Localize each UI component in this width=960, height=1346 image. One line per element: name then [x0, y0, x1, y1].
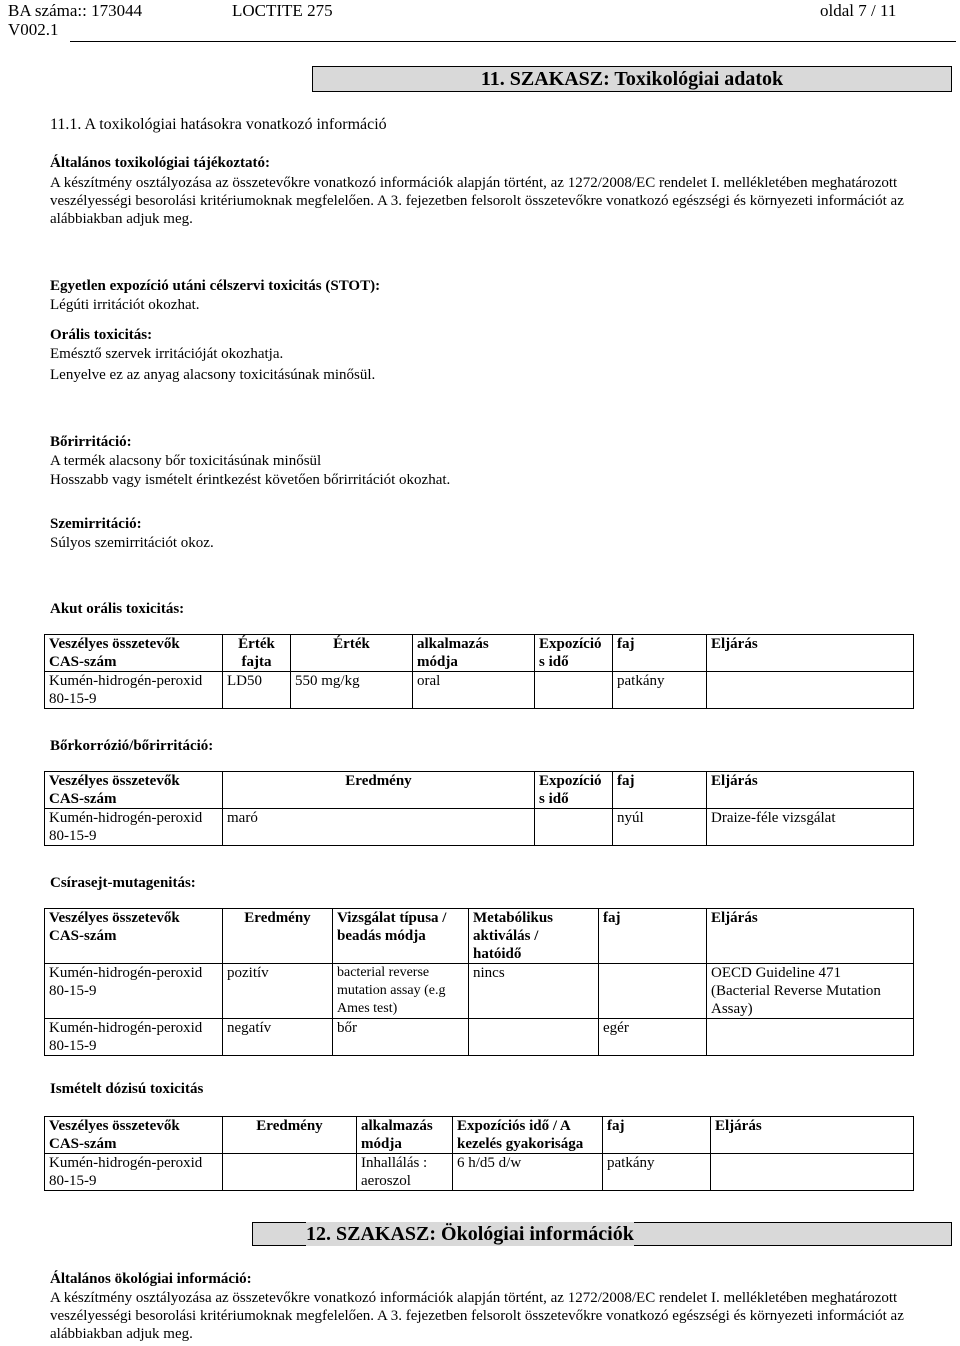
table-cell: oral: [413, 672, 535, 709]
table-cell: LD50: [223, 672, 291, 709]
table-cell: [535, 672, 613, 709]
acute-oral-table: [44, 634, 914, 709]
table-row: [45, 1019, 914, 1056]
header-version: V002.1: [8, 20, 59, 39]
header-cell: Veszélyes összetevők CAS-szám: [45, 909, 223, 964]
table-cell: Kumén-hidrogén-peroxid 80-15-9: [45, 1019, 223, 1056]
header-cell: Eljárás: [711, 1117, 914, 1154]
header-cell: Eredmény: [223, 1117, 357, 1154]
table-cell: patkány: [603, 1154, 711, 1191]
header-cell: Expozíciós idő / A kezelés gyakorisága: [453, 1117, 603, 1154]
skin-corrosion-label: Bőrkorrózió/bőrirritáció:: [50, 738, 214, 754]
header-cell: Eljárás: [707, 635, 914, 672]
header-cell: faj: [603, 1117, 711, 1154]
table-cell: [223, 1154, 357, 1191]
header-cell: Metabólikus aktiválás / hatóidő: [469, 909, 599, 964]
section-12-title: 12. SZAKASZ: Ökológiai információk: [306, 1223, 634, 1245]
header-cell: faj: [613, 635, 707, 672]
eye-irritation-label: Szemirritáció:: [50, 516, 142, 532]
table-row: [45, 672, 914, 709]
header-cell: alkalmazás módja: [413, 635, 535, 672]
table-cell: nincs: [469, 964, 599, 1019]
header-cell: Vizsgálat típusa / beadás módja: [333, 909, 469, 964]
table-cell: Inhallálás : aeroszol: [357, 1154, 453, 1191]
table-cell: Kumén-hidrogén-peroxid 80-15-9: [45, 964, 223, 1019]
table-cell: bacterial reverse mutation assay (e.g Ames test): [333, 964, 469, 1019]
table-cell: pozitív: [223, 964, 333, 1019]
table-cell: Kumén-hidrogén-peroxid 80-15-9: [45, 1154, 223, 1191]
section-11-title: 11. SZAKASZ: Toxikológiai adatok: [312, 66, 952, 92]
table-cell: 6 h/d5 d/w: [453, 1154, 603, 1191]
general-tox-text: A készítmény osztályozása az összetevőkre vonatkozó információk alapján történt, az 1272/2008/EC rendelet I. mellékletében meghatározott veszélyességi besorolási kritériumoknak megfelelően. A 3. fejezetben felsorolt összetevőkre vonatkozó egészségi és környezeti információt az alábbiakban adjuk meg.: [50, 175, 904, 227]
header-cell: Érték fajta: [223, 635, 291, 672]
table-header-row: [45, 772, 914, 809]
header-divider: [70, 41, 956, 42]
repeated-dose-table: [44, 1116, 914, 1191]
eco-general-text: A készítmény osztályozása az összetevőkre vonatkozó információk alapján történt, az 1272/2008/EC rendelet I. mellékletében meghatározott veszélyességi besorolási kritériumoknak megfelelően. A 3. fejezetben felsorolt összetevőkre vonatkozó egészségi és környezeti információt az alábbiakban adjuk meg.: [50, 1290, 904, 1342]
table-cell: egér: [599, 1019, 707, 1056]
table-cell: [707, 1019, 914, 1056]
header-cell: Veszélyes összetevők CAS-szám: [45, 635, 223, 672]
header-cell: faj: [613, 772, 707, 809]
table-cell: OECD Guideline 471 (Bacterial Reverse Mutation Assay): [707, 964, 914, 1019]
table-cell: [599, 964, 707, 1019]
oral-tox-text-1: Emésztő szervek irritációját okozhatja.: [50, 346, 284, 362]
skin-irritation-label: Bőrirritáció:: [50, 434, 132, 450]
header-cell: Eljárás: [707, 772, 914, 809]
skin-irritation-text-1: A termék alacsony bőr toxicitásúnak minősül: [50, 453, 322, 469]
header-cell: Érték: [291, 635, 413, 672]
table-cell: [535, 809, 613, 846]
table-cell: 550 mg/kg: [291, 672, 413, 709]
header-cell: Expozíció s idő: [535, 772, 613, 809]
header-cell: Expozíció s idő: [535, 635, 613, 672]
acute-oral-label: Akut orális toxicitás:: [50, 601, 185, 617]
mutagenicity-table: [44, 908, 914, 1056]
table-row: [45, 1154, 914, 1191]
table-cell: Kumén-hidrogén-peroxid 80-15-9: [45, 809, 223, 846]
table-cell: patkány: [613, 672, 707, 709]
table-cell: Kumén-hidrogén-peroxid 80-15-9: [45, 672, 223, 709]
table-cell: negatív: [223, 1019, 333, 1056]
table-header-row: [45, 909, 914, 964]
header-cell: Veszélyes összetevők CAS-szám: [45, 772, 223, 809]
mutagenicity-label: Csírasejt-mutagenitás:: [50, 875, 196, 891]
header-cell: alkalmazás módja: [357, 1117, 453, 1154]
header-cell: Eredmény: [223, 909, 333, 964]
table-row: [45, 964, 914, 1019]
table-cell: maró: [223, 809, 535, 846]
stot-label: Egyetlen expozíció utáni célszervi toxicitás (STOT):: [50, 278, 381, 294]
oral-tox-label: Orális toxicitás:: [50, 327, 153, 343]
table-cell: [711, 1154, 914, 1191]
header-page-number: oldal 7 / 11: [820, 1, 897, 20]
table-cell: [469, 1019, 599, 1056]
repeated-dose-label: Ismételt dózisú toxicitás: [50, 1081, 204, 1097]
table-cell: [707, 672, 914, 709]
eye-irritation-text: Súlyos szemirritációt okoz.: [50, 535, 214, 551]
table-cell: Draize-féle vizsgálat: [707, 809, 914, 846]
table-cell: nyúl: [613, 809, 707, 846]
header-cell: Eredmény: [223, 772, 535, 809]
table-header-row: [45, 635, 914, 672]
oral-tox-text-2: Lenyelve ez az anyag alacsony toxicitásúnak minősül.: [50, 367, 376, 383]
table-row: [45, 809, 914, 846]
header-cell: Veszélyes összetevők CAS-szám: [45, 1117, 223, 1154]
stot-text: Légúti irritációt okozhat.: [50, 297, 200, 313]
subsection-heading: 11.1. A toxikológiai hatásokra vonatkozó információ: [50, 116, 387, 133]
header-doc-number: BA száma:: 173044: [8, 1, 143, 20]
eco-general-label: Általános ökológiai információ:: [50, 1271, 252, 1287]
header-cell: faj: [599, 909, 707, 964]
table-header-row: [45, 1117, 914, 1154]
header-product: LOCTITE 275: [232, 1, 333, 20]
header-cell: Eljárás: [707, 909, 914, 964]
table-cell: bőr: [333, 1019, 469, 1056]
general-tox-label: Általános toxikológiai tájékoztató:: [50, 155, 270, 171]
skin-corrosion-table: [44, 771, 914, 846]
skin-irritation-text-2: Hosszabb vagy ismételt érintkezést követően bőrirritációt okozhat.: [50, 472, 451, 488]
